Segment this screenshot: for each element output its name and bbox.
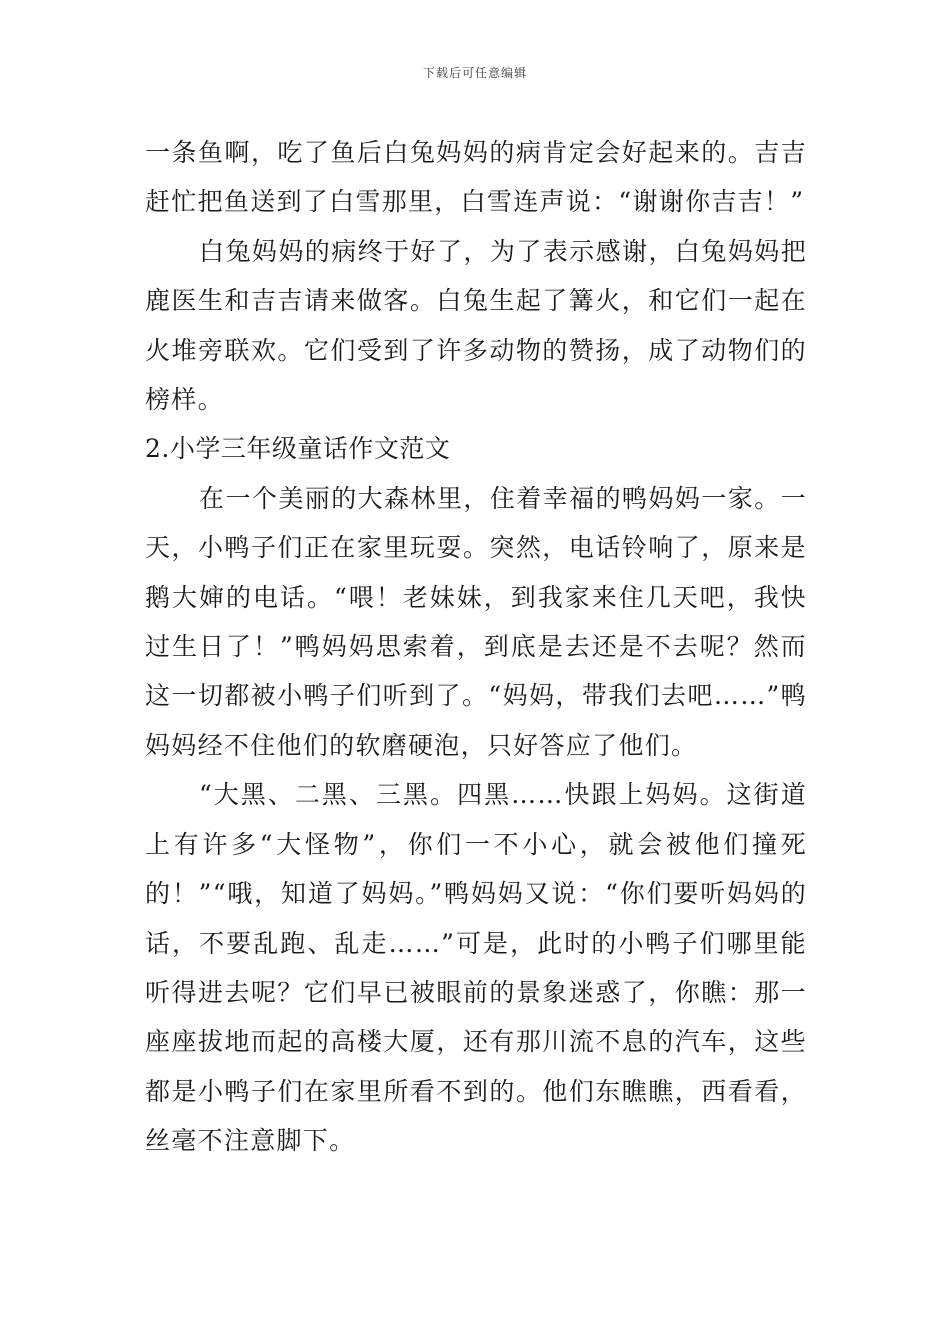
- document-body: [145, 128, 807, 1166]
- paragraph: 在一个美丽的大森林里，住着幸福的鸭妈妈一家。一天，小鸭子们正在家里玩耍。突然，电话铃响了，原来是鹅大婶的电话。“喂！老妹妹，到我家来住几天吧，我快过生日了！”鸭妈妈思索着，到底是去还是不去呢？然而这一切都被小鸭子们听到了。“妈妈，带我们去吧……”鸭妈妈经不住他们的软磨硬泡，只好答应了他们。: [145, 483, 807, 760]
- paragraph: “大黑、二黑、三黑。四黑……快跟上妈妈。这街道上有许多“大怪物”，你们一不小心，就会被他们撞死的！”“哦，知道了妈妈。”鸭妈妈又说：“你们要听妈妈的话，不要乱跑、乱走……”可是，此时的小鸭子们哪里能听得进去呢？它们早已被眼前的景象迷惑了，你瞧：那一座座拔地而起的高楼大厦，还有那川流不息的汽车，这些都是小鸭子们在家里所看不到的。他们东瞧瞧，西看看，丝毫不注意脚下。: [145, 780, 807, 1156]
- paragraph: 白兔妈妈的病终于好了，为了表示感谢，白兔妈妈把鹿医生和吉吉请来做客。白兔生起了篝火，和它们一起在火堆旁联欢。它们受到了许多动物的赞扬，成了动物们的榜样。: [145, 236, 807, 415]
- paragraph-continuation: 一条鱼啊，吃了鱼后白兔妈妈的病肯定会好起来的。吉吉赶忙把鱼送到了白雪那里，白雪连声说：“谢谢你吉吉！”: [145, 138, 807, 217]
- section-heading: 2.小学三年级童话作文范文: [145, 434, 451, 464]
- page-header: 下载后可任意编辑: [422, 66, 527, 80]
